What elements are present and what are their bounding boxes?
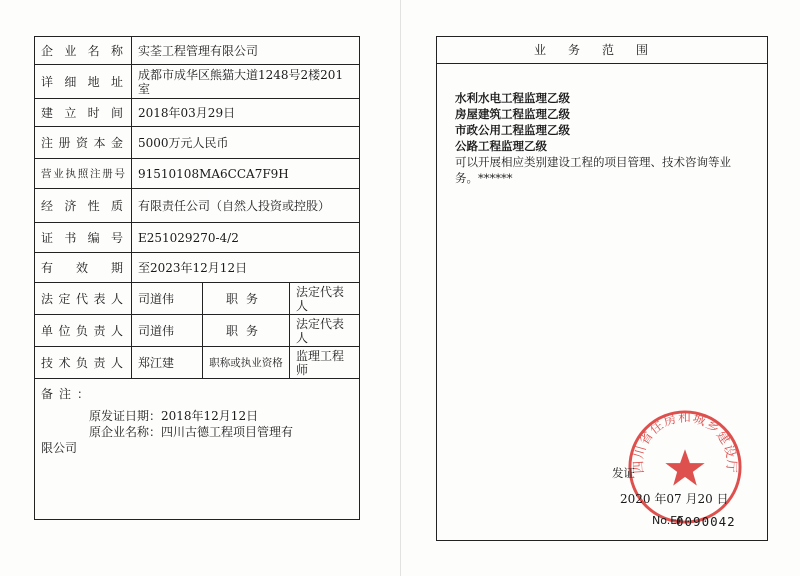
legal-rep-name: 司道伟: [132, 283, 203, 315]
validity-label: 有效期: [35, 253, 132, 283]
table-row: [35, 189, 360, 223]
seal-text: 四川省住房和城乡建设厅: [631, 410, 739, 474]
unit-head-name: 司道伟: [132, 315, 203, 347]
business-scope-body: [437, 64, 767, 186]
established-date-label: 建立时间: [35, 99, 132, 127]
scope-item: 水利水电工程监理乙级: [455, 91, 570, 105]
legal-rep-role-label: 职务: [203, 283, 290, 315]
unit-head-role-label: 职务: [203, 315, 290, 347]
table-row: [35, 37, 360, 65]
scope-item: 公路工程监理乙级: [455, 139, 547, 153]
legal-rep-role: 法定代表人: [290, 283, 360, 315]
address-label: 详细地址: [35, 65, 132, 99]
table-row: [35, 283, 360, 315]
unit-head-label: 单位负责人: [35, 315, 132, 347]
certificate-number-label: 证书编号: [35, 223, 132, 253]
table-row: [35, 99, 360, 127]
remarks-original-date: 原发证日期：2018年12月12日: [89, 409, 259, 423]
economic-nature-label: 经济性质: [35, 189, 132, 223]
remarks-original-name-cont: 限公司: [41, 441, 78, 455]
established-date-value: 2018年03月29日: [132, 99, 360, 127]
remarks-cell: [35, 379, 360, 520]
enterprise-info-table: [34, 36, 360, 520]
issuer-label: 发证: [612, 466, 635, 480]
validity-value: 至2023年12月12日: [132, 253, 360, 283]
business-scope-header: 业务范围: [437, 37, 767, 64]
tech-head-role: 监理工程师: [290, 347, 360, 379]
issue-date: 2020 年07 月20 日: [620, 492, 729, 506]
seal-star-icon: [665, 449, 704, 485]
table-row: [35, 379, 360, 520]
tech-head-role-label: 职称或执业资格: [203, 347, 290, 379]
registered-capital-value: 5000万元人民币: [132, 127, 360, 159]
remarks-original-name: 原企业名称：四川古德工程项目管理有: [89, 425, 294, 439]
legal-rep-label: 法定代表人: [35, 283, 132, 315]
certificate-serial-number: 0090042: [676, 514, 736, 529]
unit-head-role: 法定代表人: [290, 315, 360, 347]
scope-item: 房屋建筑工程监理乙级: [455, 107, 570, 121]
company-name-value: 实荃工程管理有限公司: [132, 37, 360, 65]
company-name-label: 企业名称: [35, 37, 132, 65]
business-license-label: 营业执照注册号: [35, 159, 132, 189]
table-row: [35, 127, 360, 159]
scope-item: 市政公用工程监理乙级: [455, 123, 570, 137]
table-row: [35, 347, 360, 379]
remarks-title: 备注：: [41, 387, 96, 401]
tech-head-label: 技术负责人: [35, 347, 132, 379]
table-row: [35, 315, 360, 347]
certificate-number-value: E251029270-4/2: [132, 223, 360, 253]
table-row: [35, 65, 360, 99]
tech-head-name: 郑江建: [132, 347, 203, 379]
registered-capital-label: 注册资本金: [35, 127, 132, 159]
economic-nature-value: 有限责任公司（自然人投资或控股）: [132, 189, 360, 223]
certificate-serial-label: No.EF: [652, 514, 684, 527]
table-row: [35, 223, 360, 253]
business-license-value: 91510108MA6CCA7F9H: [132, 159, 360, 189]
table-row: [35, 159, 360, 189]
table-row: [35, 253, 360, 283]
scope-description: 可以开展相应类别建设工程的项目管理、技术咨询等业务。******: [455, 155, 731, 185]
address-value: 成都市成华区熊猫大道1248号2楼201室: [132, 65, 360, 99]
official-seal-icon: [626, 408, 744, 526]
